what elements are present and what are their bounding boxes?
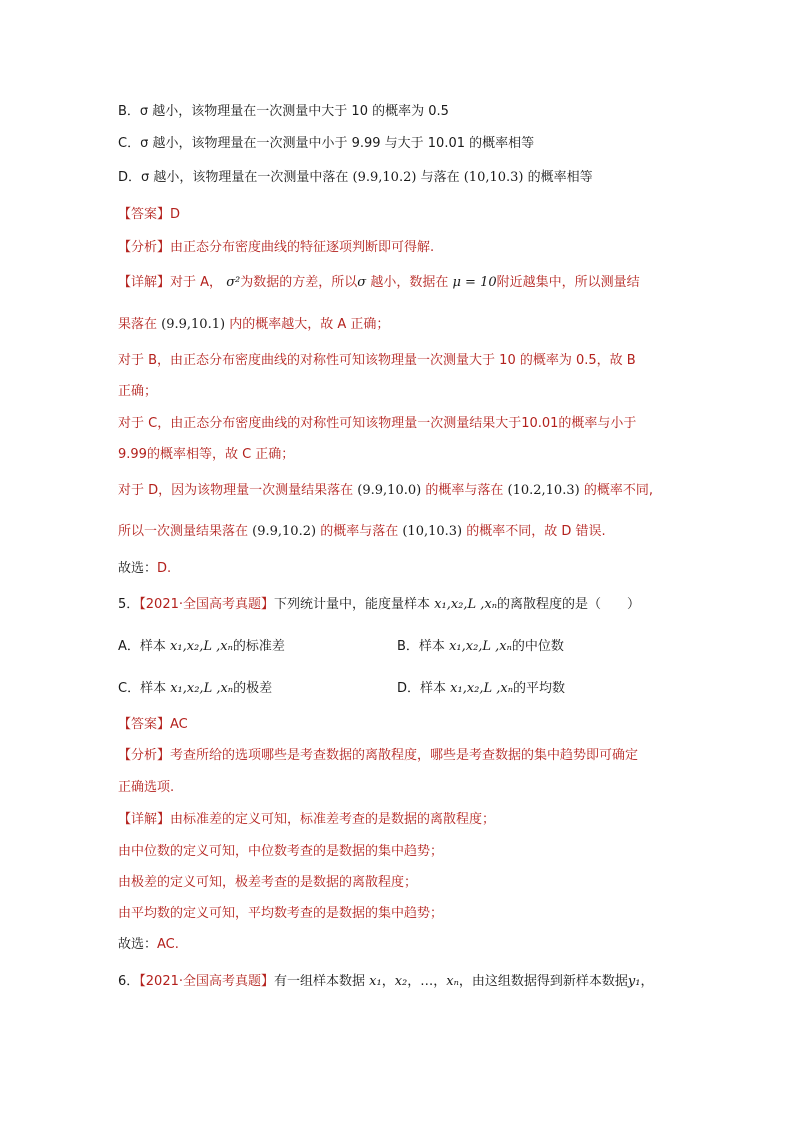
- analysis-text: 考查所给的选项哪些是考查数据的离散程度，哪些是考查数据的集中趋势即可确定: [170, 748, 639, 763]
- option-b-text: B．σ 越小，该物理量在一次测量中大于 10 的概率为 0.5: [118, 104, 449, 119]
- detail-2-text-a: 果落在: [118, 317, 158, 332]
- choose-label: 故选：: [118, 561, 158, 576]
- detail-8-text-b: 的概率与落在: [320, 524, 399, 539]
- interval: (9.9,10.2): [252, 524, 317, 539]
- detail-1-line-7: [118, 482, 653, 500]
- q5-option-d-pre: D．样本: [397, 681, 447, 696]
- detail-label: 【详解】: [118, 275, 171, 290]
- answer-label: 【答案】: [118, 207, 171, 222]
- detail-1-line-3: 对于 B，由正态分布密度曲线的对称性可知该物理量一次测量大于 10 的概率为 0.5，故 B: [118, 353, 636, 368]
- option-d-post: 的概率相等: [527, 170, 593, 185]
- mu-equation: μ = 10: [452, 275, 497, 290]
- analysis-label: 【分析】: [118, 748, 171, 763]
- detail-7-text-b: 的概率与落在: [425, 483, 504, 498]
- answer-1-line: [118, 206, 180, 224]
- detail-8-text-c: 的概率不同，故 D 错误.: [466, 524, 606, 539]
- question-text-b: 的离散程度的是（ ）: [497, 597, 641, 612]
- source-tag: 【2021·全国高考真题】: [139, 974, 274, 989]
- source-tag: 【2021·全国高考真题】: [139, 597, 274, 612]
- q5-option-a-post: 的标准差: [232, 639, 285, 654]
- q5-option-a: [118, 638, 285, 656]
- interval: (10,10.3): [402, 524, 463, 539]
- detail-text-b: 为数据的方差，所以: [240, 275, 358, 290]
- detail-1-line-8: [118, 523, 606, 541]
- q5-option-b: [397, 638, 564, 656]
- detail-7-text-a: 对于 D，因为该物理量一次测量结果落在: [118, 483, 354, 498]
- q5-option-b-post: 的中位数: [511, 639, 564, 654]
- analysis-1-line: [118, 239, 434, 257]
- q5-option-d: [397, 680, 565, 698]
- option-c-line: [118, 135, 534, 153]
- sigma-squared-symbol: σ²: [226, 275, 241, 290]
- detail-1-line-6: 9.99的概率相等，故 C 正确；: [118, 447, 295, 462]
- detail-8-text-a: 所以一次测量结果落在: [118, 524, 249, 539]
- sigma-symbol: σ: [357, 275, 367, 290]
- xn-symbol: xₙ: [446, 974, 459, 989]
- answer-2-line: [118, 716, 188, 734]
- q5-option-c: [118, 680, 272, 698]
- detail-2-line-1: [118, 811, 495, 829]
- option-d-pre: D．σ 越小，该物理量在一次测量中落在: [118, 170, 349, 185]
- option-d-interval-2: (10,10.3): [463, 170, 524, 185]
- interval: (10.2,10.3): [507, 483, 580, 498]
- question-text-a: 下列统计量中，能度量样本: [274, 597, 431, 612]
- detail-1-line-1: [118, 274, 640, 292]
- question-text-a: 有一组样本数据: [274, 974, 366, 989]
- sample-expression: x₁,x₂,L ,xₙ: [434, 597, 498, 612]
- choose-value: D.: [157, 561, 172, 576]
- detail-2-text-b: 内的概率越大，故 A 正确；: [229, 317, 390, 332]
- detail-7-text-c: 的概率不同,: [583, 483, 653, 498]
- trailing-comma: ，: [640, 974, 654, 989]
- detail-text-d: 附近越集中，所以测量结: [496, 275, 640, 290]
- detail-2-line-3: 由极差的定义可知，极差考查的是数据的离散程度；: [118, 875, 418, 890]
- analysis-text: 由正态分布密度曲线的特征逐项判断即可得解.: [170, 240, 435, 255]
- q5-option-c-pre: C．样本: [118, 681, 167, 696]
- option-b-line: [118, 103, 449, 121]
- detail-1-line-2: [118, 316, 389, 334]
- choose-label: 故选：: [118, 937, 158, 952]
- q5-option-a-pre: A．样本: [118, 639, 166, 654]
- detail-text-c: 越小，数据在: [370, 275, 449, 290]
- detail-1-line-4: 正确；: [118, 384, 158, 399]
- answer-value: D: [170, 207, 181, 222]
- question-text-b: ，由这组数据得到新样本数据: [458, 974, 628, 989]
- choose-1-line: [118, 560, 171, 578]
- ellipsis: …: [420, 974, 434, 989]
- answer-label: 【答案】: [118, 717, 171, 732]
- analysis-label: 【分析】: [118, 240, 171, 255]
- choose-2-line: [118, 936, 179, 954]
- detail-text-a: 对于 A，: [170, 275, 223, 290]
- answer-value: AC: [170, 717, 188, 732]
- sample-expression: x₁,x₂,L ,xₙ: [449, 639, 512, 654]
- q5-option-d-post: 的平均数: [513, 681, 566, 696]
- x2-symbol: x₂: [394, 974, 408, 989]
- y1-symbol: y₁: [627, 974, 641, 989]
- question-5-stem: [118, 596, 640, 614]
- sample-expression: x₁,x₂,L ,xₙ: [450, 681, 514, 696]
- analysis-2-line-2: 正确选项.: [118, 780, 175, 795]
- question-number: 5．: [118, 597, 140, 612]
- detail-2-text-1: 由标准差的定义可知，标准差考查的是数据的离散程度；: [170, 812, 496, 827]
- question-number: 6．: [118, 974, 140, 989]
- detail-1-line-5: 对于 C，由正态分布密度曲线的对称性可知该物理量一次测量结果大于10.01的概率与小于: [118, 416, 637, 431]
- detail-2-line-2: 由中位数的定义可知，中位数考查的是数据的集中趋势；: [118, 844, 444, 859]
- choose-value: AC.: [157, 937, 179, 952]
- analysis-2-line-1: [118, 747, 638, 765]
- option-c-text: C．σ 越小，该物理量在一次测量中小于 9.99 与大于 10.01 的概率相等: [118, 136, 535, 151]
- option-d-mid: 与落在: [420, 170, 460, 185]
- interval: (9.9,10.1): [161, 317, 226, 332]
- option-d-line: [118, 169, 593, 187]
- x1-symbol: x₁: [369, 974, 382, 989]
- detail-label: 【详解】: [118, 812, 171, 827]
- q5-option-c-post: 的极差: [233, 681, 273, 696]
- option-d-interval-1: (9.9,10.2): [352, 170, 417, 185]
- q5-option-b-pre: B．样本: [397, 639, 445, 654]
- sample-expression: x₁,x₂,L ,xₙ: [170, 681, 234, 696]
- interval: (9.9,10.0): [357, 483, 422, 498]
- detail-2-line-4: 由平均数的定义可知，平均数考查的是数据的集中趋势；: [118, 906, 444, 921]
- sample-expression: x₁,x₂,L ,xₙ: [170, 639, 233, 654]
- question-6-stem: 6．【2021·全国高考真题】有一组样本数据 x₁，x₂，…，xₙ，由这组数据得到新样本数据y₁，: [118, 974, 654, 989]
